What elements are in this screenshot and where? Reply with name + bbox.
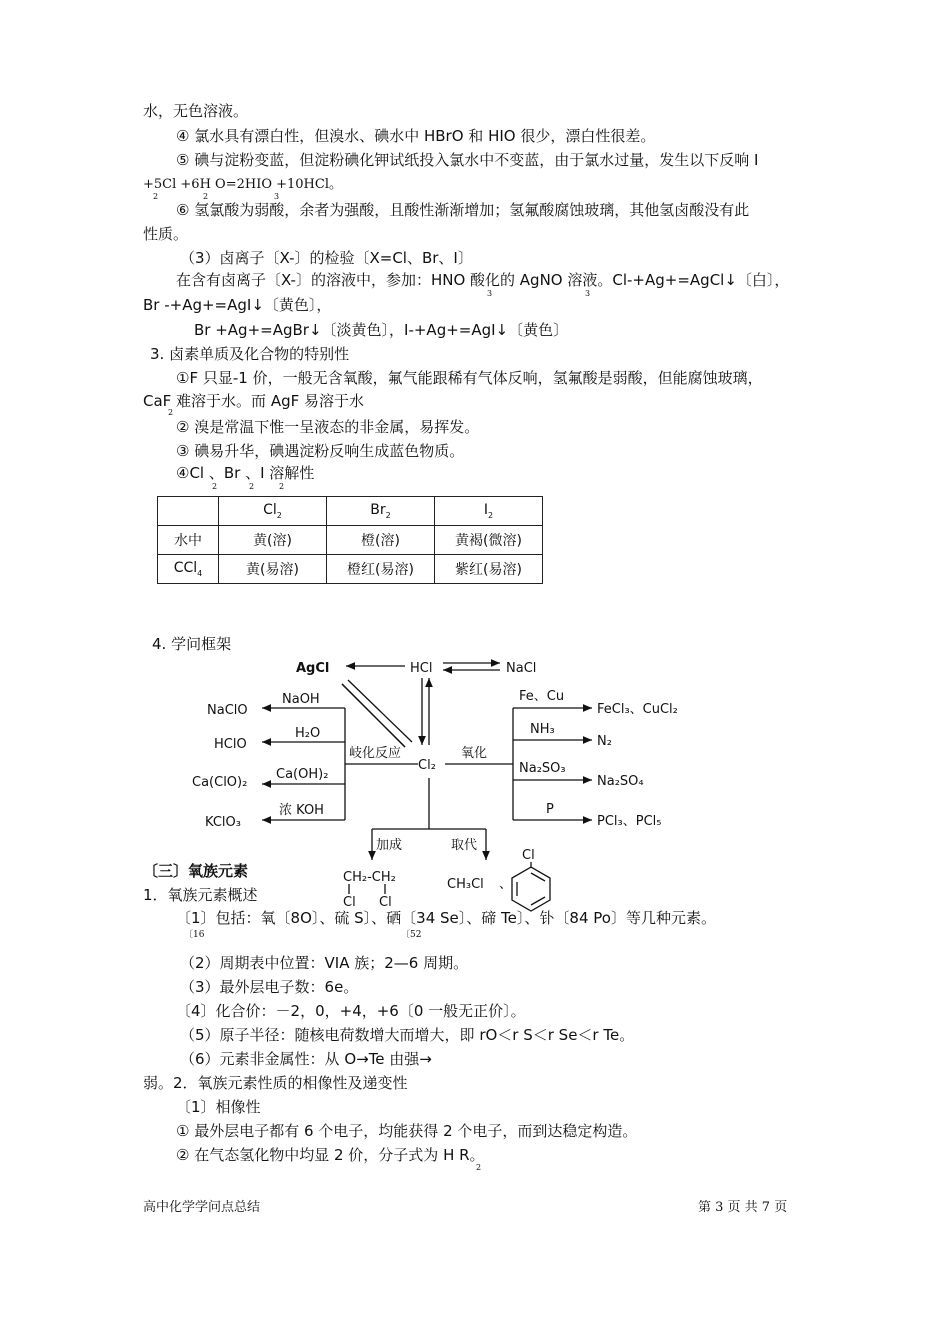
text-line: ② 溴是常温下惟一呈液态的非金属，易挥发。: [176, 418, 480, 436]
text-line: ④Cl 、Br 、I 溶解性: [176, 464, 315, 482]
subscript: 2: [476, 1163, 482, 1172]
subscript: 〔16: [184, 930, 205, 940]
reagent-label: Fe、Cu: [519, 689, 565, 704]
reagent-label: Na₂SO₃: [519, 761, 566, 776]
subsection-heading: 1．氧族元素概述: [143, 886, 258, 904]
text-line: 〔1〕相像性: [176, 1098, 261, 1116]
substitution-product: CH₃Cl: [447, 877, 484, 892]
right-group-label: 氧化: [461, 746, 488, 761]
footer-title: 高中化学学问点总结: [143, 1200, 261, 1215]
text-line: CaF 难溶于水。而 AgF 易溶于水: [143, 392, 365, 410]
table-cell: 黄褐(微溶): [435, 526, 543, 555]
reagent-label: NaOH: [282, 692, 320, 707]
text-line: 〔4〕化合价：－2，0，+4，+6〔0 一般无正价〕。: [176, 1002, 526, 1020]
text-line: ①F 只显-1 价，一般无含氧酸，氟气能跟稀有气体反响，氢氟酸是弱酸，但能腐蚀玻璃，: [176, 369, 763, 387]
product-label: Ca(ClO)₂: [192, 775, 248, 790]
text-line: ⑥ 氢氯酸为弱酸，余者为强酸，且酸性渐渐增加；氢氟酸腐蚀玻璃，其他氢卤酸没有此: [176, 201, 750, 219]
subscript: 3: [487, 289, 493, 298]
subscript: 2: [153, 192, 159, 201]
section-heading: 4. 学问框架: [152, 635, 232, 653]
benzene-cl: Cl: [522, 848, 535, 863]
subscript: 2: [249, 482, 255, 491]
text-line: 〔1〕包括：氧〔8O〕、硫 S〕、硒〔34 Se〕、碲 Te〕、钋〔84 Po〕等几种元素。: [176, 909, 716, 927]
table-cell: 紫红(易溶): [435, 555, 543, 584]
text-line: 弱。2．氧族元素性质的相像性及递变性: [143, 1074, 408, 1092]
text-line: Br -+Ag+=AgI↓〔黄色〕，: [143, 296, 332, 314]
reagent-label: P: [546, 802, 554, 817]
addition-cl: Cl: [379, 895, 392, 910]
diagonal-line: [348, 680, 412, 742]
product-label: Na₂SO₄: [597, 774, 644, 789]
text-line: ⑤ 碘与淀粉变蓝，但淀粉碘化钾试纸投入氯水中不变蓝，由于氯水过量，发生以下反响 I: [176, 151, 759, 169]
table-cell: 橙(溶): [327, 526, 435, 555]
table-cell: 橙红(易溶): [327, 555, 435, 584]
addition-label: 加成: [376, 838, 403, 853]
text-line: 在含有卤离子〔X-〕的溶液中，参加：HNO 酸化的 AgNO 溶液。Cl-+Ag+=AgCl↓〔白〕，: [176, 271, 790, 289]
product-label: N₂: [597, 734, 612, 749]
cl2-center: Cl₂: [418, 758, 436, 773]
table-cell: 黄(溶): [219, 526, 327, 555]
subscript: 3: [274, 192, 280, 201]
text-line: ② 在气态氢化物中均显 2 价，分子式为 H R。: [176, 1146, 485, 1164]
product-label: PCl₃、PCl₅: [597, 814, 662, 829]
product-label: NaClO: [207, 703, 248, 718]
subscript: 2: [168, 408, 174, 417]
subscript: 2: [203, 192, 209, 201]
subscript: 2: [279, 482, 285, 491]
text-line: （5）原子半径：随核电荷数增大而增大，即 rO＜r S＜r Se＜r Te。: [180, 1026, 635, 1044]
section-heading: 3. 卤素单质及化合物的特别性: [150, 345, 350, 363]
table-header-cell: $Br_2$: [327, 497, 435, 526]
table-header-cell: $Cl_2$: [219, 497, 327, 526]
reagent-label: Ca(OH)₂: [276, 767, 329, 782]
product-label: FeCl₃、CuCl₂: [597, 702, 678, 717]
table-row-label: 水中: [158, 526, 219, 555]
subscript: 2: [212, 482, 218, 491]
reagent-label: 浓 KOH: [279, 803, 324, 818]
agcl-label: AgCl: [296, 661, 330, 676]
section-heading: 〔三〕氧族元素: [143, 862, 249, 880]
text-line: （2）周期表中位置：VIA 族；2—6 周期。: [180, 954, 469, 972]
reagent-label: NH₃: [530, 722, 555, 737]
text-line: ③ 碘易升华，碘遇淀粉反响生成蓝色物质。: [176, 442, 465, 460]
table-header-cell: $I_2$: [435, 497, 543, 526]
addition-cl: Cl: [343, 895, 356, 910]
substitution-label: 取代: [451, 838, 478, 853]
left-group-label: 岐化反应: [349, 746, 402, 761]
text-line: Br +Ag+=AgBr↓〔淡黄色〕，I-+Ag+=AgI↓〔黄色〕: [194, 321, 569, 339]
table-row-label: CCl$_4$: [158, 555, 219, 584]
hcl-label: HCl: [410, 661, 433, 676]
text-line: 水，无色溶液。: [143, 102, 249, 120]
nacl-label: NaCl: [506, 661, 537, 676]
product-label: HClO: [214, 737, 247, 752]
page-number: 第 3 页 共 7 页: [698, 1200, 788, 1215]
table-cell: 黄(易溶): [219, 555, 327, 584]
reagent-label: H₂O: [295, 726, 321, 741]
text-line: 性质。: [143, 225, 189, 243]
text-line: +5Cl +6H O=2HIO +10HCl。: [143, 177, 342, 192]
text-line: （3）最外层电子数：6e。: [180, 978, 359, 996]
text-line: （6）元素非金属性：从 O→Te 由强→: [180, 1050, 432, 1068]
text-line: ④ 氯水具有漂白性，但溴水、碘水中 HBrO 和 HIO 很少，漂白性很差。: [176, 127, 656, 145]
diagonal-line: [342, 684, 405, 747]
product-label: KClO₃: [205, 815, 241, 830]
separator: 、: [499, 877, 513, 892]
addition-product: CH₂-CH₂: [343, 870, 396, 885]
subscript: 3: [585, 289, 591, 298]
subscript: 〔52: [401, 930, 422, 940]
text-line: （3）卤离子〔X-〕的检验〔X=Cl、Br、I〕: [180, 249, 473, 267]
text-line: ① 最外层电子都有 6 个电子，均能获得 2 个电子，而到达稳定构造。: [176, 1122, 638, 1140]
